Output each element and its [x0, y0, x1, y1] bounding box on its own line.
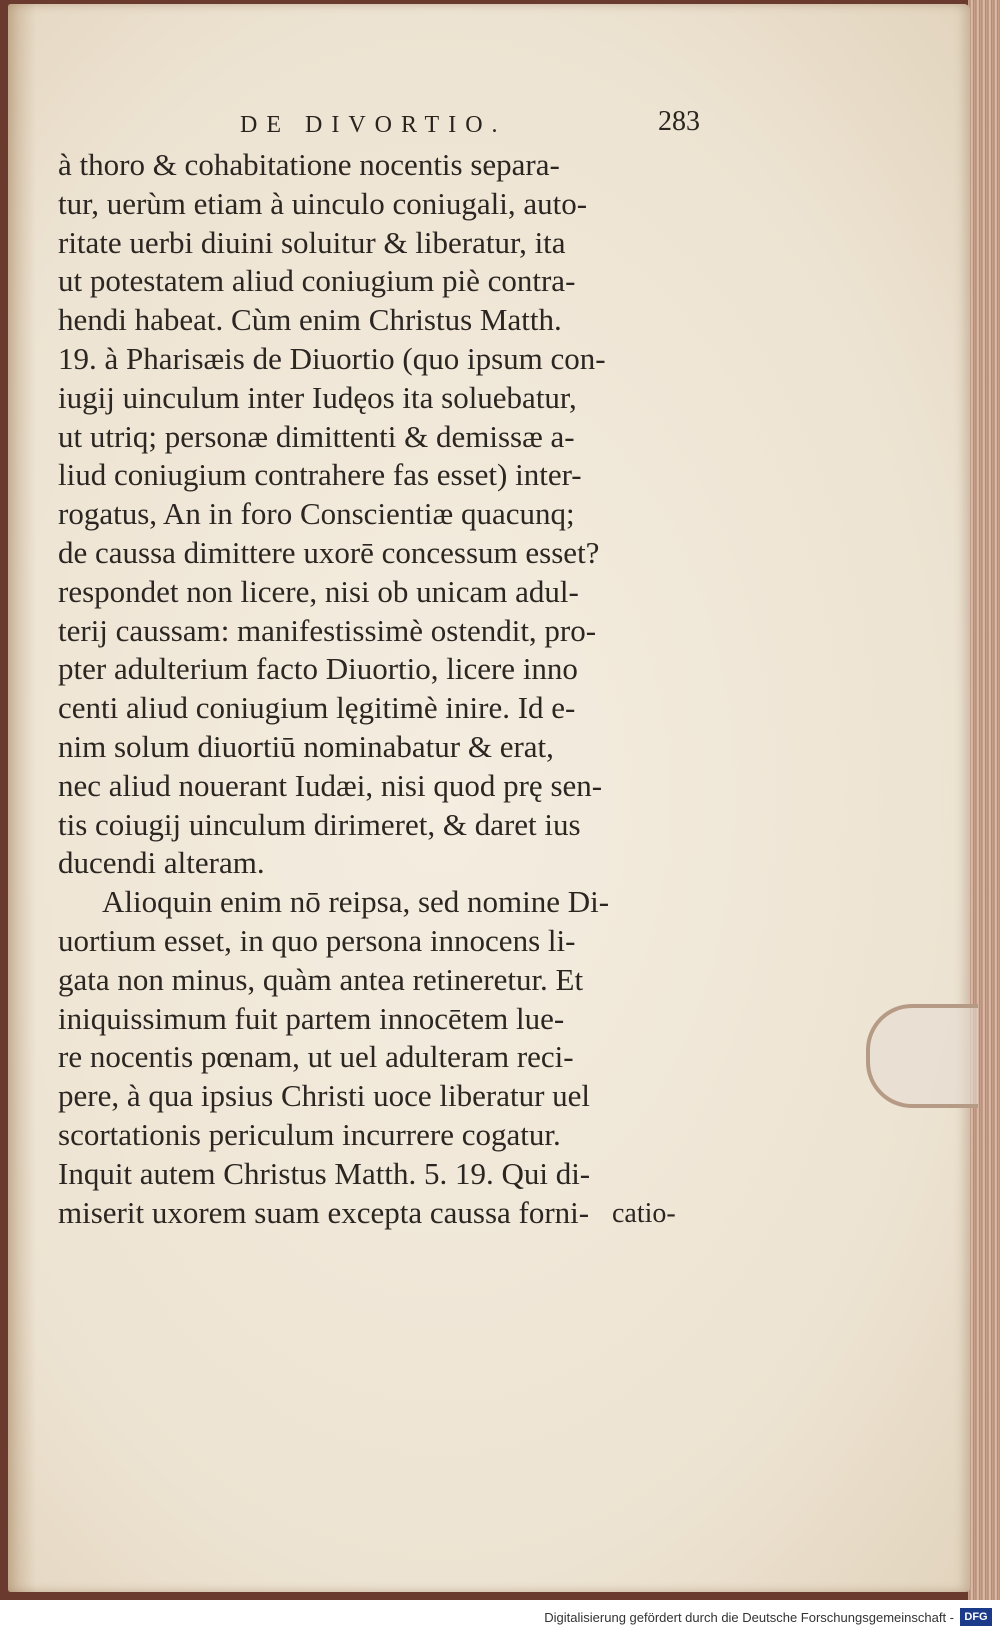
text-line: 19. à Pharisæis de Diuortio (quo ipsum con- — [58, 340, 606, 376]
text-line: rogatus, An in foro Conscientiæ quacunq; — [58, 496, 575, 532]
text-line: tis coiugij uinculum dirimeret, & daret ius — [58, 806, 581, 842]
catchword: catio- — [612, 1198, 676, 1229]
text-line: Alioquin enim nō reipsa, sed nomine Di- — [102, 884, 610, 920]
text-line: hendi habeat. Cùm enim Christus Matth. — [58, 302, 562, 338]
text-line: ut potestatem aliud coniugium piè contra- — [58, 263, 576, 299]
text-line: ritate uerbi diuini soluitur & liberatur, ita — [58, 224, 566, 260]
text-line: tur, uerùm etiam à uinculo coniugali, auto- — [58, 185, 588, 221]
text-line: Inquit autem Christus Matth. 5. 19. Qui di- — [58, 1155, 591, 1191]
text-line: ut utriq; personæ dimittenti & demissæ a- — [58, 418, 575, 454]
dfg-logo: DFG — [960, 1608, 992, 1626]
text-line: à thoro & cohabitatione nocentis separa- — [58, 147, 560, 182]
text-line: nim solum diuortiū nominabatur & erat, — [58, 728, 554, 764]
text-line: pere, à qua ipsius Christi uoce liberatur uel — [58, 1078, 591, 1114]
text-line: scortationis periculum incurrere cogatur. — [58, 1116, 561, 1152]
text-line: pter adulterium facto Diuortio, licere inno — [58, 651, 578, 687]
text-line: ducendi alteram. — [58, 845, 265, 881]
text-line: iugij uinculum inter Iudęos ita soluebatur, — [58, 379, 577, 415]
footer-credit: Digitalisierung gefördert durch die Deutsche Forschungsgemeinschaft - — [544, 1610, 954, 1625]
text-line: de caussa dimittere uxorē concessum esset? — [58, 534, 600, 570]
text-line: liud coniugium contrahere fas esset) inter- — [58, 457, 582, 493]
running-title: DE DIVORTIO. — [240, 112, 507, 138]
gutter-shadow — [8, 4, 36, 1592]
page-clip — [866, 1004, 978, 1108]
running-head — [240, 106, 700, 142]
footer-bar — [0, 1600, 1000, 1635]
text-line: nec aliud nouerant Iudæi, nisi quod prę sen- — [58, 767, 603, 803]
text-line: terij caussam: manifestissimè ostendit, pro- — [58, 612, 597, 648]
text-line: miserit uxorem suam excepta caussa forni- — [58, 1194, 590, 1230]
body-text — [58, 146, 698, 1232]
text-line: respondet non licere, nisi ob unicam adul- — [58, 573, 579, 609]
text-line: gata non minus, quàm antea retineretur. Et — [58, 961, 584, 997]
text-line: uortium esset, in quo persona innocens li- — [58, 922, 576, 958]
page-edges — [968, 0, 1000, 1600]
text-line: centi aliud coniugium lęgitimè inire. Id e- — [58, 690, 576, 726]
page-number: 283 — [658, 106, 700, 137]
text-line: re nocentis pœnam, ut uel adulteram reci- — [58, 1039, 574, 1075]
text-line: iniquissimum fuit partem innocētem lue- — [58, 1000, 565, 1036]
